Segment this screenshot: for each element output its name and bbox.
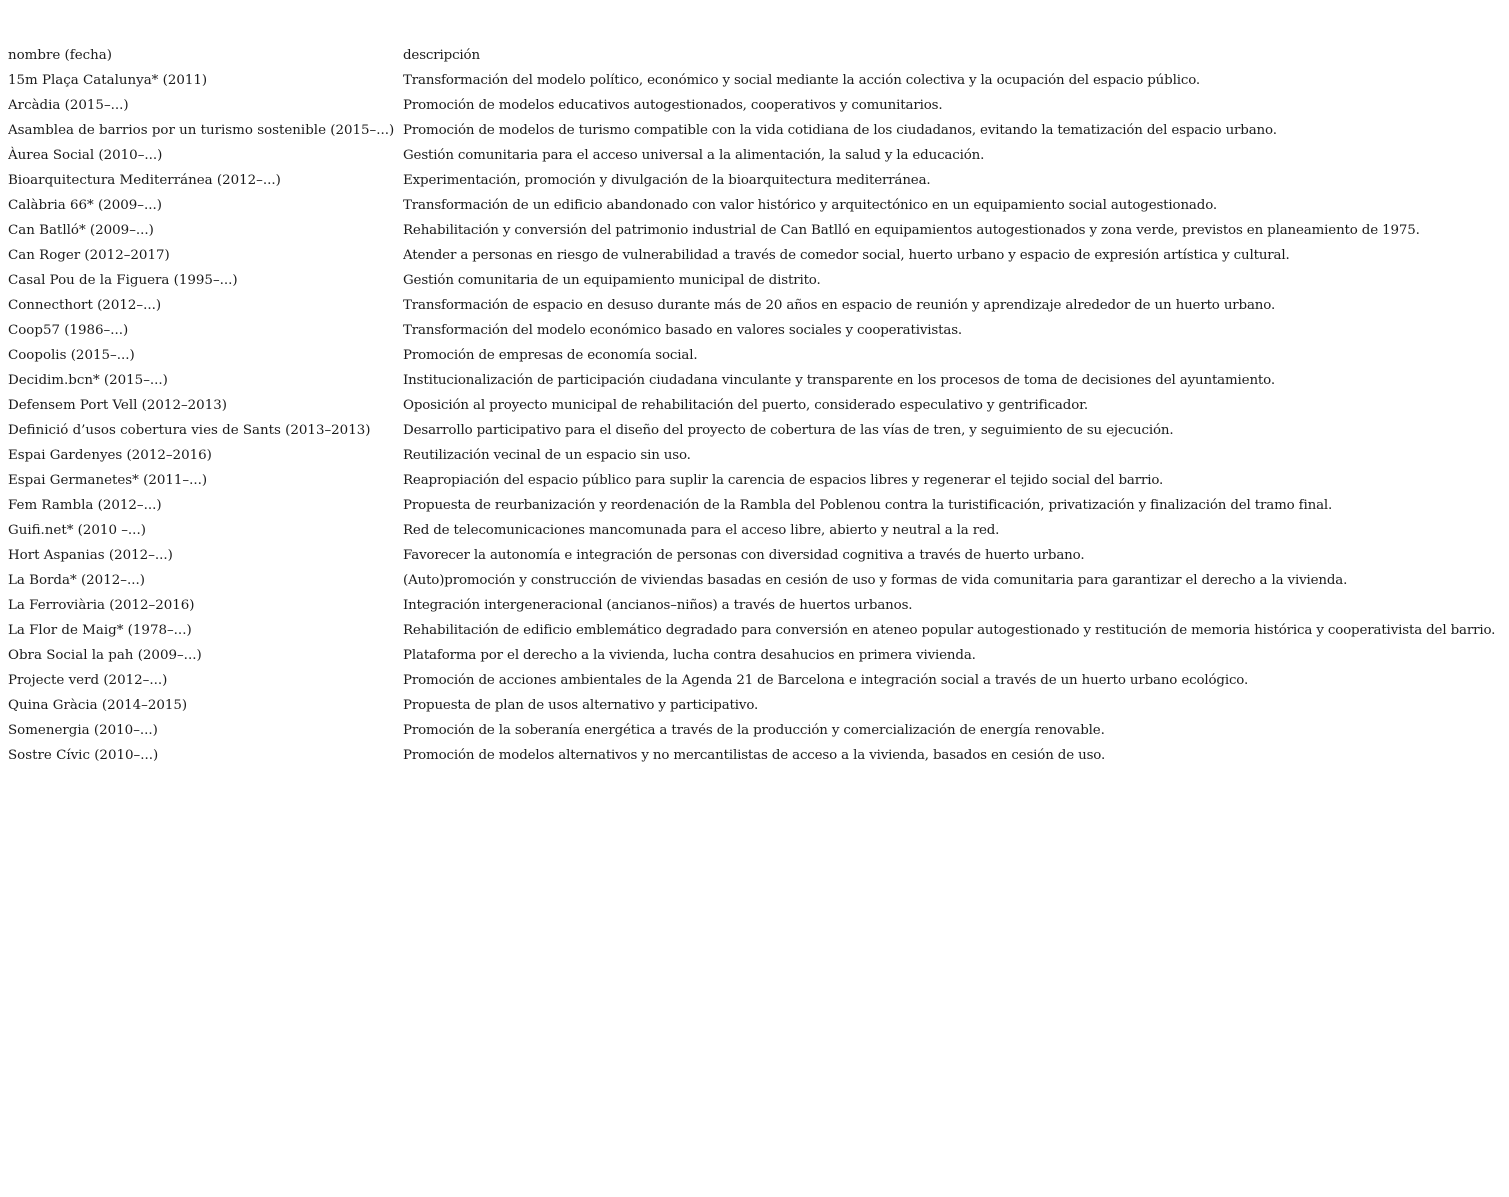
table-row xyxy=(8,443,1508,468)
table-row xyxy=(8,743,1508,768)
table-row xyxy=(8,218,1508,243)
row-name-cell: Connecthort (2012–...) xyxy=(8,298,162,313)
table-row xyxy=(8,368,1508,393)
table-row xyxy=(8,343,1508,368)
row-description-cell: Gestión comunitaria de un equipamiento municipal de distrito. xyxy=(403,273,821,288)
table-row xyxy=(8,518,1508,543)
table-row xyxy=(8,143,1508,168)
table-row xyxy=(8,593,1508,618)
row-description-cell: Promoción de modelos de turismo compatible con la vida cotidiana de los ciudadanos, evitando la tematización del espacio urbano. xyxy=(403,123,1277,138)
row-description-cell: Desarrollo participativo para el diseño del proyecto de cobertura de las vías de tren, y seguimiento de su ejecución. xyxy=(403,423,1174,438)
row-name-cell: La Ferroviària (2012–2016) xyxy=(8,598,195,613)
row-description-cell: Integración intergeneracional (ancianos–niños) a través de huertos urbanos. xyxy=(403,598,913,613)
table-row xyxy=(8,468,1508,493)
table-row xyxy=(8,618,1508,643)
row-name-cell: Can Batlló* (2009–...) xyxy=(8,223,154,238)
row-description-cell: Propuesta de reurbanización y reordenación de la Rambla del Poblenou contra la turistificación, privatización y finalización del tramo final. xyxy=(403,498,1333,513)
row-name-cell: La Borda* (2012–...) xyxy=(8,573,145,588)
row-name-cell: Can Roger (2012–2017) xyxy=(8,248,170,263)
row-description-cell: Plataforma por el derecho a la vivienda, lucha contra desahucios en primera vivienda. xyxy=(403,648,976,663)
row-description-cell: Propuesta de plan de usos alternativo y participativo. xyxy=(403,698,759,713)
table-row xyxy=(8,493,1508,518)
table-row xyxy=(8,643,1508,668)
row-description-cell: Transformación del modelo económico basado en valores sociales y cooperativistas. xyxy=(403,323,963,338)
column-header-name: nombre (fecha) xyxy=(8,48,112,63)
row-name-cell: Somenergia (2010–...) xyxy=(8,723,158,738)
row-description-cell: Transformación del modelo político, económico y social mediante la acción colectiva y la ocupación del espacio público. xyxy=(403,73,1200,88)
row-name-cell: Defensem Port Vell (2012–2013) xyxy=(8,398,227,413)
table-row xyxy=(8,118,1508,143)
row-description-cell: Promoción de la soberanía energética a través de la producción y comercialización de energía renovable. xyxy=(403,723,1105,738)
row-name-cell: Quina Gràcia (2014–2015) xyxy=(8,698,188,713)
row-name-cell: Àurea Social (2010–...) xyxy=(8,148,163,163)
table-row xyxy=(8,193,1508,218)
row-description-cell: Transformación de espacio en desuso durante más de 20 años en espacio de reunión y aprendizaje alrededor de un huerto urbano. xyxy=(403,298,1276,313)
table-row xyxy=(8,718,1508,743)
row-description-cell: Atender a personas en riesgo de vulnerabilidad a través de comedor social, huerto urbano y espacio de expresión artística y cultural. xyxy=(403,248,1290,263)
table-row xyxy=(8,243,1508,268)
row-name-cell: La Flor de Maig* (1978–...) xyxy=(8,623,192,638)
row-name-cell: Definició d’usos cobertura vies de Sants (2013–2013) xyxy=(8,423,371,438)
table-row xyxy=(8,418,1508,443)
row-name-cell: Projecte verd (2012–...) xyxy=(8,673,168,688)
row-description-cell: Red de telecomunicaciones mancomunada para el acceso libre, abierto y neutral a la red. xyxy=(403,523,1000,538)
initiatives-table xyxy=(8,43,1508,768)
table-row xyxy=(8,543,1508,568)
row-description-cell: Favorecer la autonomía e integración de personas con diversidad cognitiva a través de huerto urbano. xyxy=(403,548,1085,563)
row-name-cell: Sostre Cívic (2010–...) xyxy=(8,748,159,763)
table-row xyxy=(8,168,1508,193)
table-row xyxy=(8,393,1508,418)
table-row xyxy=(8,268,1508,293)
row-description-cell: Reutilización vecinal de un espacio sin uso. xyxy=(403,448,691,463)
table-row xyxy=(8,293,1508,318)
row-description-cell: Transformación de un edificio abandonado con valor histórico y arquitectónico en un equipamiento social autogestionado. xyxy=(403,198,1217,213)
table-header-row xyxy=(8,43,1508,68)
row-name-cell: Decidim.bcn* (2015–...) xyxy=(8,373,168,388)
row-name-cell: Arcàdia (2015–...) xyxy=(8,98,129,113)
row-name-cell: Guifi.net* (2010 –...) xyxy=(8,523,146,538)
row-description-cell: Reapropiación del espacio público para suplir la carencia de espacios libres y regenerar el tejido social del barrio. xyxy=(403,473,1164,488)
table-row xyxy=(8,68,1508,93)
row-name-cell: Espai Germanetes* (2011–...) xyxy=(8,473,208,488)
row-description-cell: Institucionalización de participación ciudadana vinculante y transparente en los procesos de toma de decisiones del ayuntamiento. xyxy=(403,373,1275,388)
row-name-cell: Casal Pou de la Figuera (1995–...) xyxy=(8,273,238,288)
row-name-cell: Asamblea de barrios por un turismo sostenible (2015–...) xyxy=(8,123,395,138)
row-description-cell: Rehabilitación y conversión del patrimonio industrial de Can Batlló en equipamientos autogestionados y zona verde, previstos en planeamiento de 1975. xyxy=(403,223,1420,238)
row-name-cell: 15m Plaça Catalunya* (2011) xyxy=(8,73,208,88)
table-row xyxy=(8,568,1508,593)
row-description-cell: Gestión comunitaria para el acceso universal a la alimentación, la salud y la educación. xyxy=(403,148,985,163)
row-name-cell: Coopolis (2015–...) xyxy=(8,348,135,363)
row-description-cell: Promoción de acciones ambientales de la Agenda 21 de Barcelona e integración social a través de un huerto urbano ecológico. xyxy=(403,673,1249,688)
table-body xyxy=(8,68,1508,768)
row-description-cell: Oposición al proyecto municipal de rehabilitación del puerto, considerado especulativo y gentrificador. xyxy=(403,398,1088,413)
table-row xyxy=(8,318,1508,343)
row-name-cell: Obra Social la pah (2009–...) xyxy=(8,648,202,663)
row-name-cell: Calàbria 66* (2009–...) xyxy=(8,198,162,213)
row-description-cell: Rehabilitación de edificio emblemático degradado para conversión en ateneo popular autogestionado y restitución de memoria histórica y cooperativista del barrio. xyxy=(403,623,1496,638)
row-name-cell: Fem Rambla (2012–...) xyxy=(8,498,162,513)
row-description-cell: Promoción de empresas de economía social. xyxy=(403,348,698,363)
row-description-cell: Promoción de modelos alternativos y no mercantilistas de acceso a la vivienda, basados en cesión de uso. xyxy=(403,748,1106,763)
row-description-cell: Experimentación, promoción y divulgación de la bioarquitectura mediterránea. xyxy=(403,173,931,188)
row-description-cell: (Auto)promoción y construcción de viviendas basadas en cesión de uso y formas de vida comunitaria para garantizar el derecho a la vivienda. xyxy=(403,573,1348,588)
row-name-cell: Coop57 (1986–...) xyxy=(8,323,129,338)
row-name-cell: Hort Aspanias (2012–...) xyxy=(8,548,173,563)
row-description-cell: Promoción de modelos educativos autogestionados, cooperativos y comunitarios. xyxy=(403,98,943,113)
row-name-cell: Bioarquitectura Mediterránea (2012–...) xyxy=(8,173,281,188)
column-header-description: descripción xyxy=(403,48,480,63)
table-row xyxy=(8,668,1508,693)
table-row xyxy=(8,93,1508,118)
table-row xyxy=(8,693,1508,718)
row-name-cell: Espai Gardenyes (2012–2016) xyxy=(8,448,212,463)
